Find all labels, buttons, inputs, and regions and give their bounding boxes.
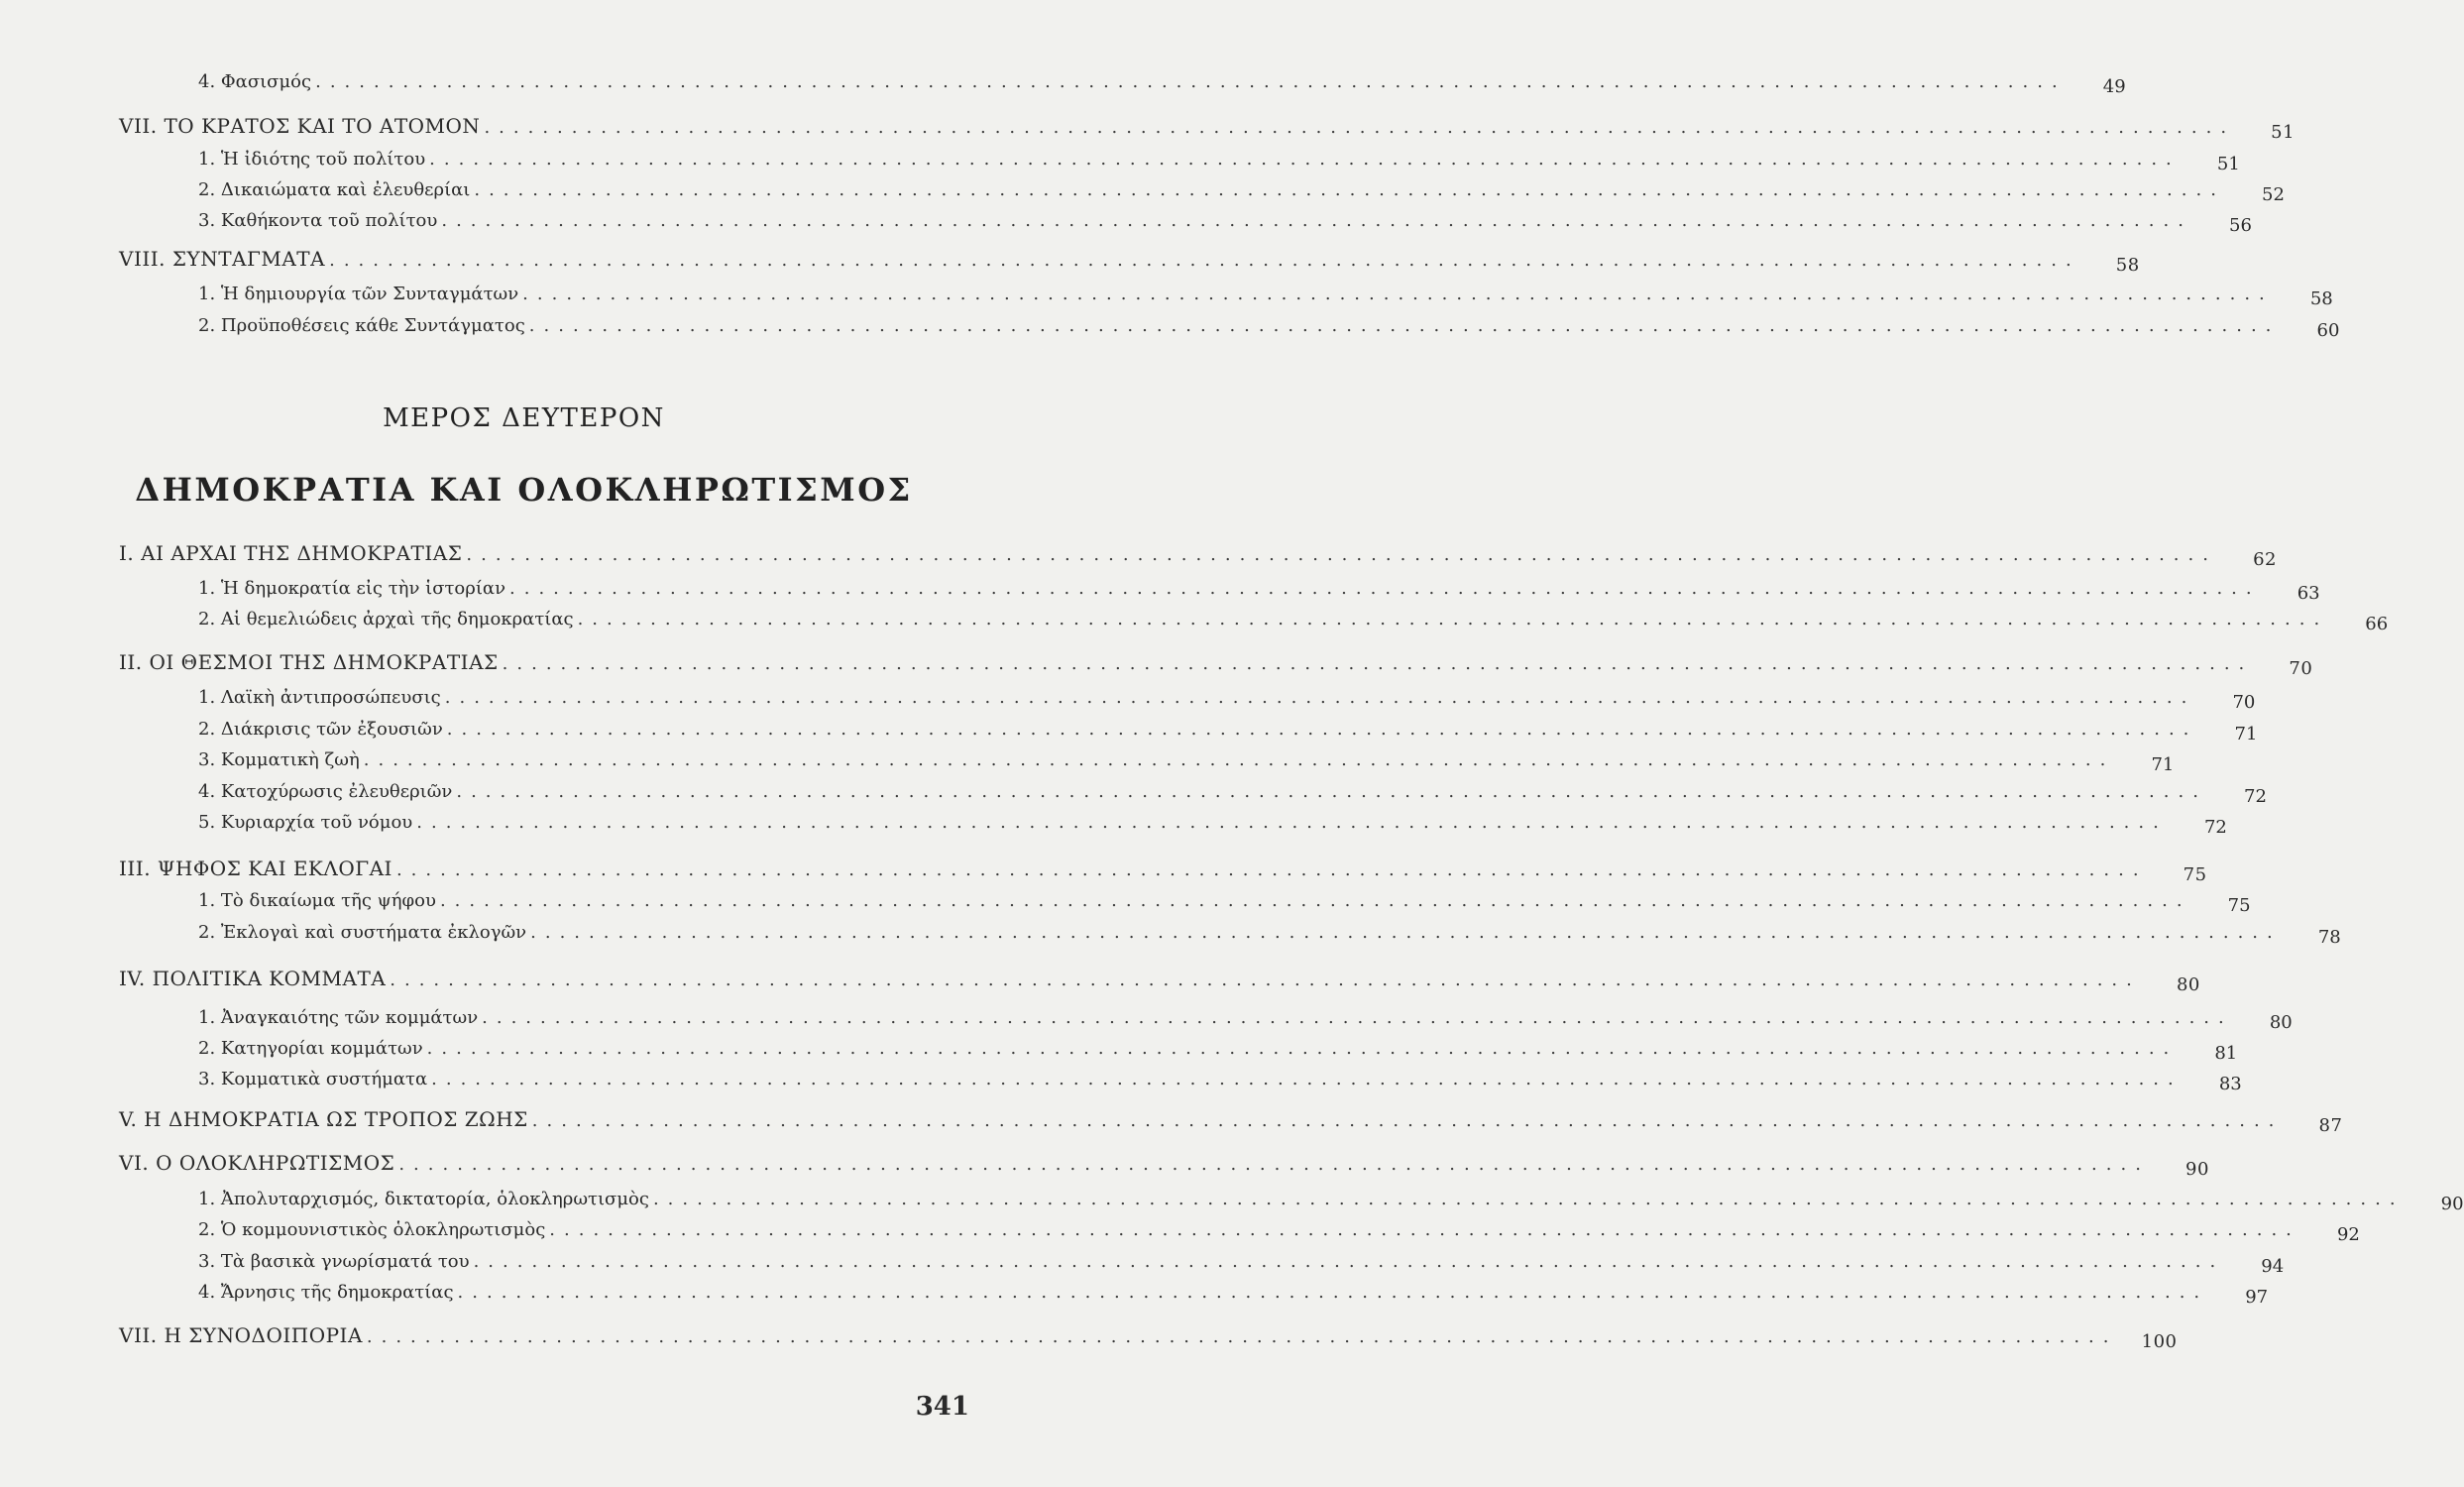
toc-entry-page: 81 [2214,1043,2238,1064]
toc-entry-title [198,71,315,92]
toc-entry-page: 70 [2289,658,2313,679]
toc-entry-number: 2. [198,1219,216,1240]
toc-entry-number: 1. [198,890,216,911]
toc-entry-text: Ἀναγκαιότης τῶν κομμάτων [220,1007,479,1028]
toc-entry-number: 1. [198,1189,216,1209]
toc-entry-title [198,1189,653,1209]
toc-entry-text: Κυριαρχία τοῦ νόμου [220,812,413,833]
toc-section-entry [198,315,2340,341]
part-heading: ΜΕΡΟΣ ΔΕΥΤΕΡΟΝ [383,403,665,433]
toc-entry-number: III. [119,857,152,880]
toc-entry-title [119,114,484,138]
toc-entry-title [198,210,441,231]
toc-entry-text: Ο ΟΛΟΚΛΗΡΩΤΙΣΜΟΣ [156,1151,395,1175]
toc-entry-page: 62 [2253,549,2277,570]
toc-entry-page: 78 [2317,927,2341,948]
dot-leader: ........................................................................................................................ [652,1189,2405,1209]
toc-entry-page: 52 [2262,184,2285,205]
toc-section-entry [198,578,2320,604]
toc-chapter-entry [119,857,2207,885]
toc-section-entry [198,749,2175,775]
toc-entry-number: 1. [198,687,216,708]
toc-entry-text: Προϋποθέσεις κάθε Συντάγματος [220,315,525,336]
toc-entry-page: 80 [2269,1012,2293,1033]
toc-entry-number: VII. [119,1323,158,1347]
dot-leader: ........................................................................................................................ [577,609,2329,629]
dot-leader: ........................................................................................................................ [390,970,2141,990]
toc-entry-page: 87 [2318,1115,2343,1136]
toc-entry-text: Αἱ θεμελιώδεις ἀρχαὶ τῆς δημοκρατίας [220,609,574,629]
toc-entry-title [119,541,466,565]
dot-leader: ........................................................................................................................ [482,1007,2233,1028]
toc-entry-title [119,1323,367,1347]
dot-leader: ........................................................................................................................ [398,1154,2150,1175]
toc-entry-text: Κομματικὰ συστήματα [220,1069,428,1089]
toc-section-entry [198,149,2240,174]
toc-entry-number: 4. [198,1282,216,1303]
toc-chapter-entry [119,1323,2178,1352]
dot-leader: ........................................................................................................................ [431,1069,2183,1089]
toc-section-entry [198,781,2267,807]
toc-entry-text: Ὁ κομμουνιστικὸς ὁλοκληρωτισμὸς [220,1219,546,1240]
toc-section-entry [198,284,2333,309]
toc-entry-title [198,1282,458,1303]
dot-leader: ........................................................................................................................ [531,1110,2284,1131]
toc-entry-page: 75 [2227,895,2251,916]
toc-entry-text: Ἡ δημιουργία τῶν Συνταγμάτων [220,284,519,304]
toc-entry-number: 2. [198,1038,216,1059]
toc-entry-title [198,1069,431,1089]
toc-entry-title [119,247,329,271]
toc-entry-title [198,781,456,802]
toc-entry-number: 1. [198,1007,216,1028]
dot-leader: ........................................................................................................................ [530,922,2282,943]
toc-entry-text: ΑΙ ΑΡΧΑΙ ΤΗΣ ΔΗΜΟΚΡΑΤΙΑΣ [141,541,463,565]
toc-entry-title [119,1151,398,1175]
toc-section-entry [198,1282,2269,1308]
dot-leader: ........................................................................................................................ [502,653,2254,674]
toc-entry-number: 2. [198,609,216,629]
toc-entry-text: Ἐκλογαὶ καὶ συστήματα ἐκλογῶν [220,922,527,943]
toc-section-entry [198,922,2341,948]
toc-section-entry [198,179,2285,205]
toc-entry-text: Κομματικὴ ζωὴ [220,749,360,770]
toc-entry-number: 1. [198,284,216,304]
toc-entry-page: 83 [2218,1074,2242,1094]
dot-leader: ........................................................................................................................ [522,284,2274,304]
toc-chapter-entry [119,1151,2209,1180]
toc-section-entry [198,812,2227,838]
toc-entry-text: Τὸ δικαίωμα τῆς ψήφου [220,890,436,911]
toc-entry-page: 72 [2244,786,2267,807]
dot-leader: ........................................................................................................................ [444,687,2196,708]
toc-entry-page: 58 [2309,288,2333,309]
toc-entry-page: 60 [2316,320,2340,341]
toc-section-entry [198,1038,2238,1064]
toc-entry-page: 71 [2151,754,2175,775]
dot-leader: ........................................................................................................................ [315,71,2067,92]
toc-entry-text: Τὰ βασικὰ γνωρίσματά του [220,1251,470,1272]
toc-chapter-entry [119,541,2277,570]
toc-entry-number: 2. [198,315,216,336]
toc-entry-number: 3. [198,210,216,231]
dot-leader: ........................................................................................................................ [474,179,2225,200]
toc-entry-page: 72 [2203,817,2227,838]
toc-entry-page: 63 [2296,583,2320,604]
toc-entry-text: ΤΟ ΚΡΑΤΟΣ ΚΑΙ ΤΟ ΑΤΟΜΟΝ [164,114,481,138]
toc-entry-number: 2. [198,179,216,200]
toc-entry-title [119,1107,532,1131]
toc-entry-text: Καθήκοντα τοῦ πολίτου [220,210,438,231]
dot-leader: ........................................................................................................................ [457,1282,2209,1303]
toc-entry-page: 70 [2232,692,2256,713]
toc-entry-title [198,578,509,599]
toc-section-entry [198,890,2251,916]
toc-entry-number: 3. [198,1251,216,1272]
toc-entry-text: Ἡ δημοκρατία εἰς τὴν ἱστορίαν [220,578,506,599]
toc-entry-text: ΨΗΦΟΣ ΚΑΙ ΕΚΛΟΓΑΙ [157,857,392,880]
toc-entry-number: 2. [198,719,216,740]
dot-leader: ........................................................................................................................ [484,117,2236,138]
dot-leader: ........................................................................................................................ [429,149,2181,170]
toc-entry-title [198,609,578,629]
toc-entry-title [198,719,447,740]
toc-entry-title [198,1007,482,1028]
toc-entry-page: 71 [2234,724,2258,744]
toc-entry-page: 58 [2115,255,2140,276]
toc-entry-text: Κατοχύρωσις ἐλευθεριῶν [220,781,453,802]
toc-entry-title [198,1251,474,1272]
toc-entry-page: 90 [2440,1194,2464,1214]
toc-entry-text: ΟΙ ΘΕΣΜΟΙ ΤΗΣ ΔΗΜΟΚΡΑΤΙΑΣ [149,650,499,674]
toc-entry-title [198,922,530,943]
toc-entry-number: 4. [198,71,216,92]
toc-entry-number: VI. [119,1151,150,1175]
page-number: 341 [915,1392,969,1422]
toc-section-entry [198,719,2258,744]
toc-entry-text: Ἄρνησις τῆς δημοκρατίας [220,1282,454,1303]
toc-entry-number: 1. [198,578,216,599]
toc-entry-number: IV. [119,967,146,990]
dot-leader: ........................................................................................................................ [416,812,2168,833]
toc-entry-page: 94 [2261,1256,2285,1277]
toc-entry-number: 1. [198,149,216,170]
dot-leader: ........................................................................................................................ [329,250,2080,271]
dot-leader: ........................................................................................................................ [509,578,2261,599]
toc-entry-page: 80 [2176,974,2200,995]
toc-entry-text: Η ΣΥΝΟΔΟΙΠΟΡΙΑ [164,1323,363,1347]
toc-chapter-entry [119,1107,2343,1136]
toc-section-entry [198,1189,2464,1214]
dot-leader: ........................................................................................................................ [363,749,2115,770]
dot-leader: ........................................................................................................................ [473,1251,2225,1272]
dot-leader: ........................................................................................................................ [439,890,2191,911]
toc-entry-number: I. [119,541,135,565]
dot-leader: ........................................................................................................................ [466,544,2217,565]
toc-entry-number: 5. [198,812,216,833]
toc-entry-page: 49 [2102,76,2126,97]
toc-entry-page: 66 [2365,614,2389,634]
toc-entry-title [198,179,474,200]
toc-entry-title [198,284,522,304]
toc-entry-title [198,1038,427,1059]
toc-section-entry [198,1251,2285,1277]
toc-section-entry [198,609,2389,634]
toc-entry-title [198,890,440,911]
toc-entry-number: 3. [198,1069,216,1089]
toc-entry-text: Ἡ ἰδιότης τοῦ πολίτου [220,149,426,170]
toc-entry-number: 2. [198,922,216,943]
toc-section-entry [198,71,2126,97]
toc-section-entry [198,1007,2293,1033]
toc-entry-text: Ἀπολυταρχισμός, δικτατορία, ὁλοκληρωτισμὸς [220,1189,649,1209]
toc-entry-number: 4. [198,781,216,802]
toc-entry-title [119,650,503,674]
toc-entry-title [198,687,445,708]
dot-leader: ........................................................................................................................ [446,719,2198,740]
toc-entry-text: Η ΔΗΜΟΚΡΑΤΙΑ ΩΣ ΤΡΟΠΟΣ ΖΩΗΣ [144,1107,528,1131]
toc-entry-title [198,149,429,170]
toc-entry-page: 97 [2245,1287,2269,1308]
toc-entry-page: 51 [2216,154,2240,174]
toc-entry-text: ΣΥΝΤΑΓΜΑΤΑ [171,247,326,271]
toc-entry-text: Φασισμός [220,71,312,92]
dot-leader: ........................................................................................................................ [456,781,2207,802]
toc-section-entry [198,210,2252,236]
toc-chapter-entry [119,967,2200,995]
toc-entry-number: 3. [198,749,216,770]
toc-entry-title [198,315,529,336]
dot-leader: ........................................................................................................................ [549,1219,2300,1240]
toc-entry-title [119,967,390,990]
toc-entry-page: 100 [2141,1331,2178,1352]
toc-chapter-entry [119,114,2296,143]
toc-chapter-entry [119,247,2140,276]
toc-entry-title [198,812,416,833]
toc-section-entry [198,1069,2242,1094]
toc-entry-page: 92 [2336,1224,2360,1245]
toc-entry-text: Λαϊκὴ ἀντιπροσώπευσις [220,687,441,708]
toc-entry-number: V. [119,1107,138,1131]
toc-entry-text: Διάκρισις τῶν ἐξουσιῶν [220,719,443,740]
dot-leader: ........................................................................................................................ [366,1326,2118,1347]
toc-entry-page: 90 [2185,1159,2209,1180]
toc-entry-title [119,857,396,880]
toc-entry-number: VIII. [119,247,167,271]
dot-leader: ........................................................................................................................ [441,210,2192,231]
toc-section-entry [198,1219,2360,1245]
dot-leader: ........................................................................................................................ [528,315,2281,336]
toc-entry-page: 75 [2183,864,2207,885]
dot-leader: ........................................................................................................................ [395,859,2148,880]
toc-entry-text: ΠΟΛΙΤΙΚΑ ΚΟΜΜΑΤΑ [152,967,387,990]
toc-entry-title [198,749,364,770]
toc-entry-title [198,1219,549,1240]
toc-chapter-entry [119,650,2313,679]
toc-section-entry [198,687,2256,713]
toc-entry-text: Κατηγορίαι κομμάτων [220,1038,423,1059]
toc-entry-page: 56 [2229,215,2252,236]
toc-entry-page: 51 [2271,122,2296,143]
toc-entry-number: VII. [119,114,158,138]
part-title: ΔΗΜΟΚΡΑΤΙΑ ΚΑΙ ΟΛΟΚΛΗΡΩΤΙΣΜΟΣ [135,471,913,509]
dot-leader: ........................................................................................................................ [426,1038,2179,1059]
toc-entry-text: Δικαιώματα καὶ ἐλευθερίαι [220,179,471,200]
toc-entry-number: II. [119,650,143,674]
